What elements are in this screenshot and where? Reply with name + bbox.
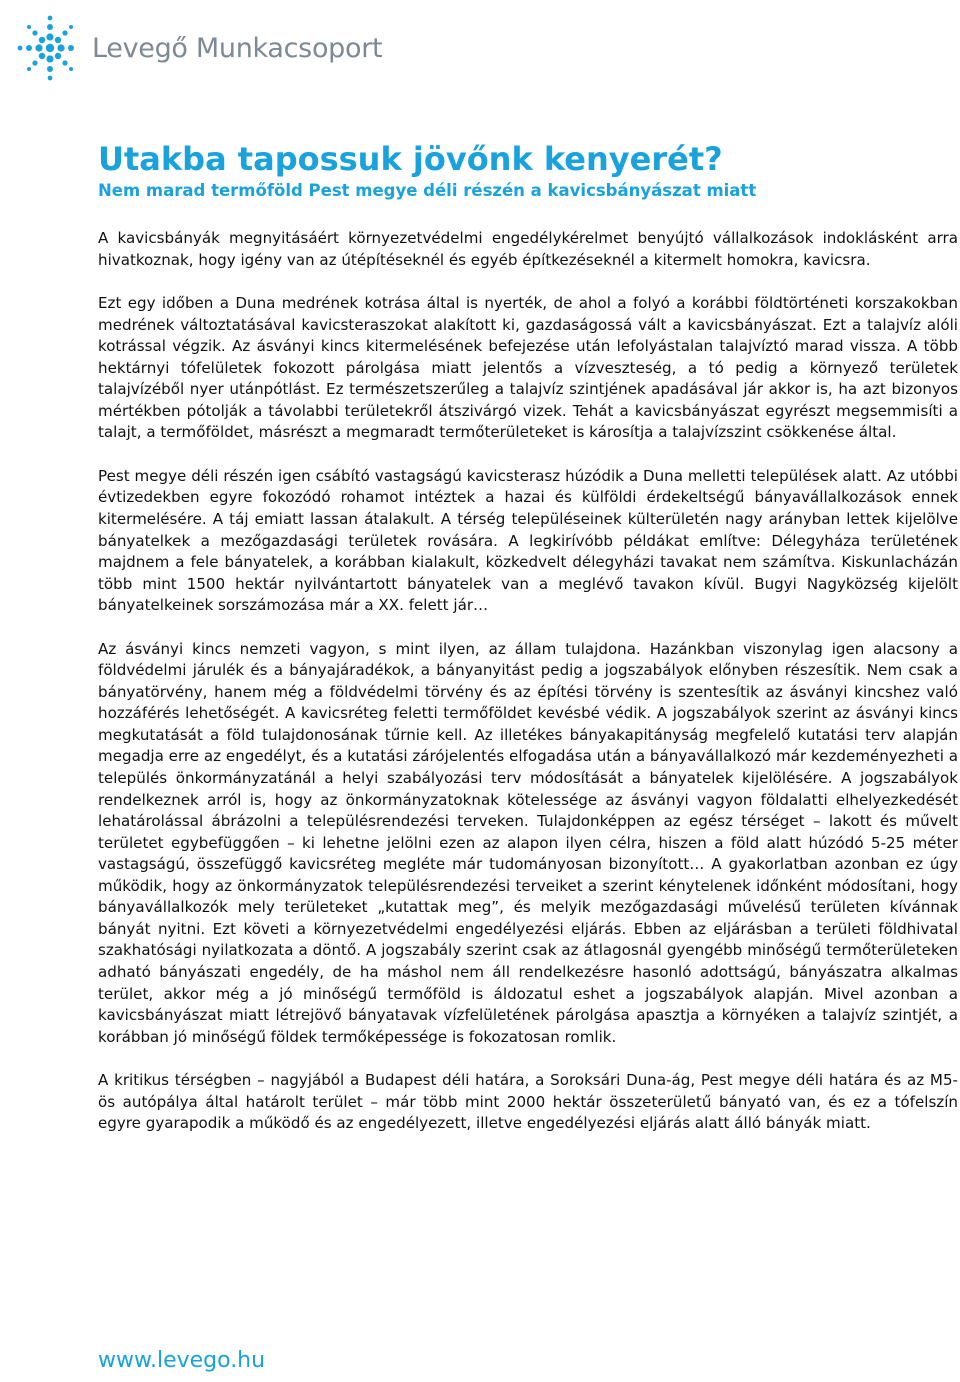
header-logo — [10, 8, 382, 88]
logo-wordmark: Levegő Munkacsoport — [92, 32, 383, 64]
article-title: Utakba tapossuk jövőnk kenyerét? — [98, 140, 723, 178]
article-subtitle: Nem marad termőföld Pest megye déli részén a kavicsbányászat miatt — [98, 181, 757, 200]
website-link[interactable]: www.levego.hu — [98, 1348, 266, 1373]
article-paragraph-4: Az ásványi kincs nemzeti vagyon, s mint ilyen, az állam tulajdona. Hazánkban viszonylag igen alacsony a földvédelmi járulék és a bányajáradékok, a bányanyitást pedig a jogszabályok előnyben részesítik. Nem csak a bányatörvény, hanem még a földvédelmi törvény és az építési törvény is szentesítik az ásványi kincshez való hozzáférés lehetőségét. A kavicsréteg feletti termőföldet kevésbé védik. A jogszabályok szerint az ásványi kincs megkutatását a föld tulajdonosának tűrnie kell. Az illetékes bányakapitányság megfelelő kutatási terv alapján megadja erre az engedélyt, és a kutatási zárójelentés elfogadása után a bányavállalkozó már kezdeményezheti a település önkormányzatánál a helyi szabályozási terv módosítását a bányatelek kijelölésére. A jogszabályok rendelkeznek arról is, hogy az önkormányzatoknak kötelessége az ásványi vagyon földalatti elhelyezkedését lehatárolással ábrázolni a településrendezési terveken. Tulajdonképpen az egész térséget – lakott és művelt területet egybefüggően – ki lehetne jelölni ezen az alapon ilyen célra, hiszen a föld alatt húzódó 5-25 méter vastagságú, összefüggő kavicsréteg megléte már tudományosan bizonyított… A gyakorlatban azonban ez úgy működik, hogy az önkormányzatok településrendezési terveiket a szerint kénytelenek időnként módosítani, hogy bányavállalkozók mely területeket „kutattak meg”, és melyik mezőgazdasági művelésű területen kívánnak bányát nyitni. Ezt követi a környezetvédelmi engedélyezési eljárás. Ebben az eljárásban a területi földhivatal szakhatósági nyilatkozata a döntő. A jogszabály szerint csak az átlagosnál gyengébb minőségű termőterületeken adható bányászati engedély, de ha máshol nem áll rendelkezésre hasonló adottságú, bányászatra alkalmas terület, akkor még a jó minőségű termőföld is áldozatul eshet a jogszabályok alapján. Mivel azonban a kavicsbányászat miatt létrejövő bányatavak vízfelületének párolgása apasztja a környéken a talajvíz szintjét, a korábban jó minőségű földek termőképessége is fokozatosan romlik. — [98, 639, 958, 1046]
article-paragraph-5: A kritikus térségben – nagyjából a Budapest déli határa, a Soroksári Duna-ág, Pest megye déli határa és az M5-ös autópálya által határolt terület – már több mint 2000 hektár összeterületű bányató van, és ez a tófelszín egyre gyarapodik a működő és az engedélyezett, illetve engedélyezési eljárás alatt álló bányák miatt. — [98, 1071, 958, 1133]
article-paragraph-3: Pest megye déli részén igen csábító vastagságú kavicsterasz húzódik a Duna melletti települések alatt. Az utóbbi évtizedekben egyre fokozódó rohamot intéztek a hazai és külföldi érdekeltségű bányavállalkozások ennek kitermelésére. A táj emiatt lassan átalakult. A térség településeinek külterületén nagy arányban lettek kijelölve bányatelkek a mezőgazdasági területek rovására. A legkirívóbb példákat említve: Délegyháza területének majdnem a fele bányatelek, a korábban kialakult, közkedvelt délegyházi tavakat nem számítva. Kiskunlacházán több mint 1500 hektár nyilvántartott bányatelek van a meglévő tavakon kívül. Bugyi Nagyközség kijelölt bányatelkeinek sorszámozása már a XX. felett jár… — [98, 466, 958, 615]
article-paragraph-1: A kavicsbányák megnyitásáért környezetvédelmi engedélykérelmet benyújtó vállalkozások indoklásként arra hivatkoznak, hogy igény van az útépítéseknél és egyéb építkezéseknél a kitermelt homokra, kavicsra. — [98, 229, 958, 269]
article-paragraph-2: Ezt egy időben a Duna medrének kotrása által is nyerték, de ahol a folyó a korábbi földtörténeti korszakokban medrének változtatásával kavicsteraszokat alakított ki, gazdaságossá vált a kavicsbányászat. Ezt a talajvíz alóli kotrással végzik. Az ásványi kincs kitermelésének befejezése után lefolyástalan talajvíztó marad vissza. A több hektárnyi tófelületek fokozott párolgása miatt jelentős a vízveszteség, a tó pedig a környező területek talajvízéből nyer utánpótlást. Ez természetszerűleg a talajvíz szintjének apadásával jár akkor is, ha azt bizonyos mértékben pótolják a távolabbi területekről átszivárgó vizek. Tehát a kavicsbányászat egyrészt megsemmisíti a talajt, a termőföldet, másrészt a megmaradt termőterületeket is károsítja a talajvízszint csökkenése által. — [98, 294, 958, 442]
asterisk-dots-logo-icon — [10, 8, 90, 88]
article — [98, 138, 958, 1157]
